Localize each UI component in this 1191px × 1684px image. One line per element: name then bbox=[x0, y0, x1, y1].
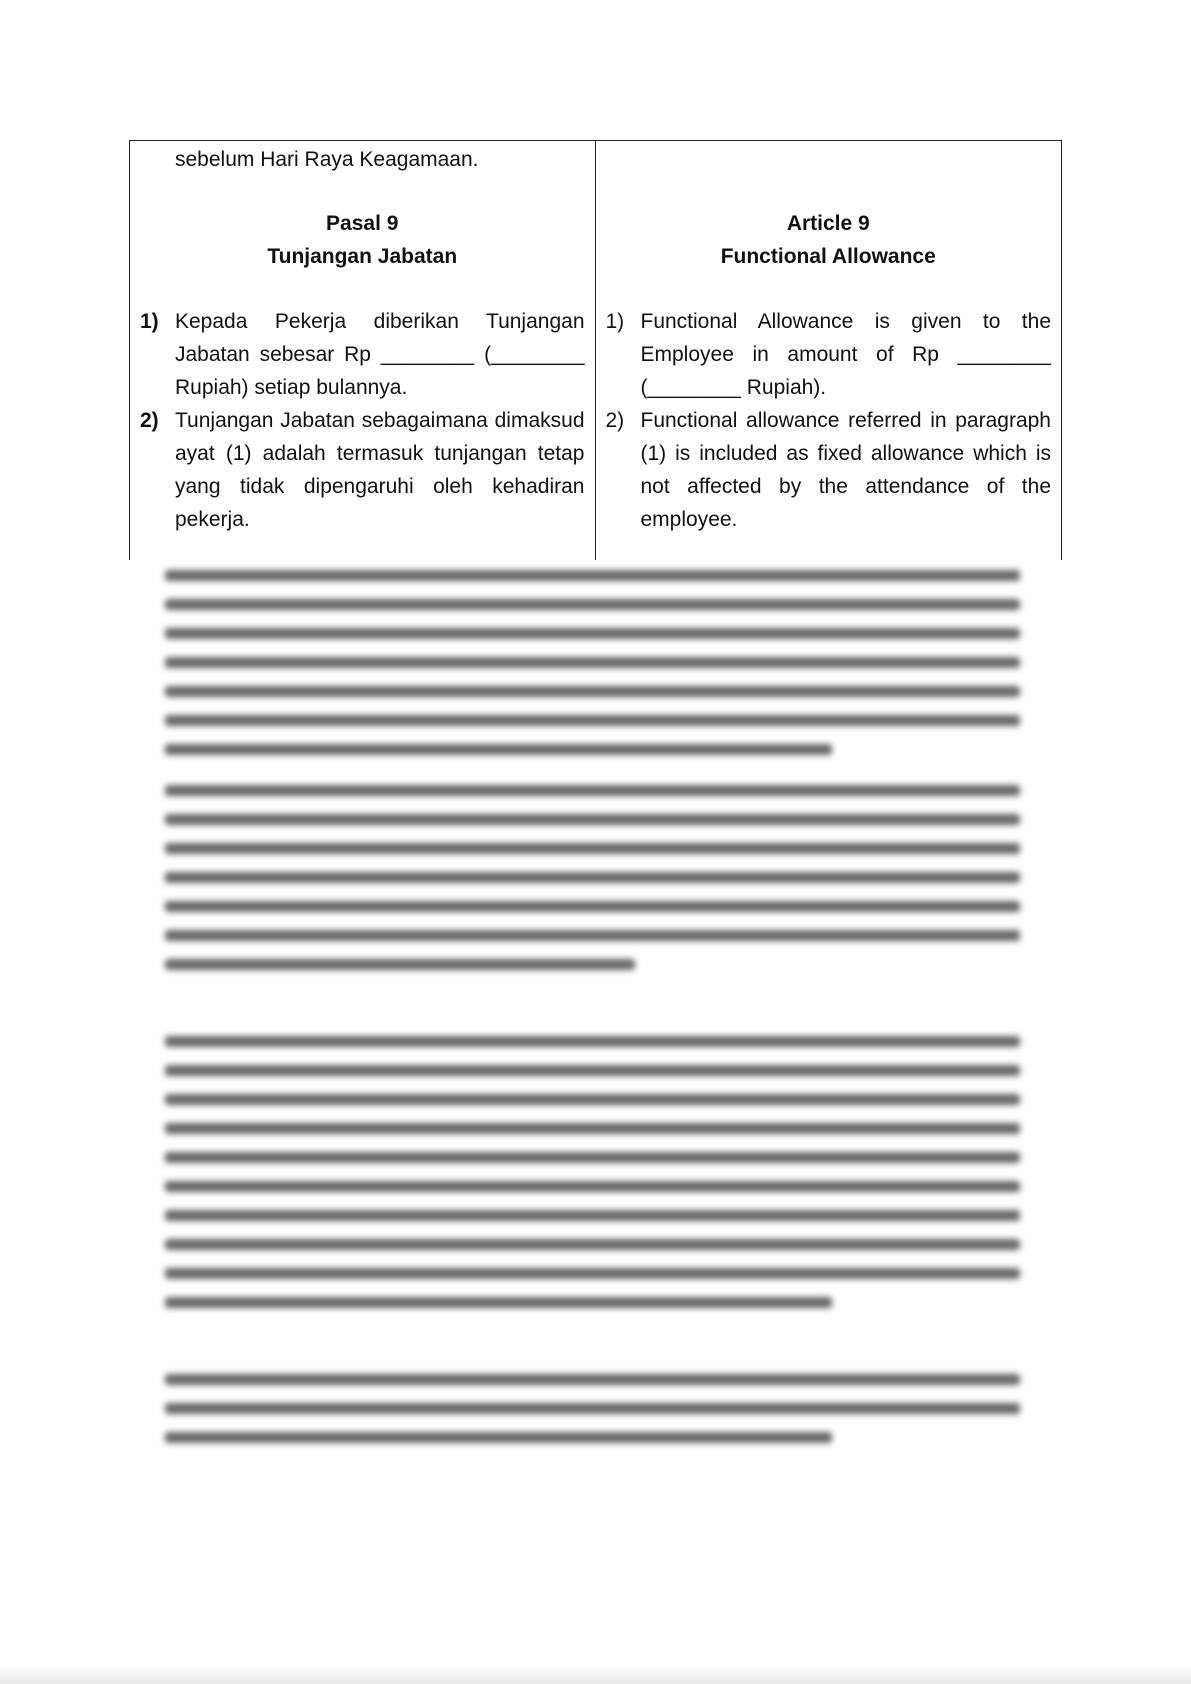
clause-number: 2) bbox=[140, 409, 159, 432]
article-heading-id bbox=[130, 207, 595, 273]
page-bottom-edge bbox=[0, 1666, 1191, 1684]
clause-number: 1) bbox=[605, 310, 625, 333]
clause-number: 2) bbox=[605, 409, 625, 432]
clause-list-en bbox=[606, 305, 1052, 536]
blurred-paragraph bbox=[165, 785, 1020, 970]
clause-text: Tunjangan Jabatan sebagaimana dimaksud ayat (1) adalah termasuk tunjangan tetap yang tidak dipengaruhi oleh kehadiran pekerja. bbox=[175, 409, 585, 531]
blurred-preview-text bbox=[165, 570, 1020, 1473]
clause-text: Functional Allowance is given to the Employee in amount of Rp ________ (________ Rupiah). bbox=[640, 310, 1051, 399]
blurred-paragraph bbox=[165, 1036, 1020, 1308]
article-subtitle: Tunjangan Jabatan bbox=[267, 245, 458, 268]
article-title: Article 9 bbox=[786, 212, 870, 235]
carryover-text: sebelum Hari Raya Keagamaan. bbox=[175, 148, 479, 171]
english-column bbox=[596, 141, 1062, 560]
bilingual-contract-table bbox=[129, 140, 1062, 560]
clause-text: Functional allowance referred in paragraph (1) is included as fixed allowance which is not affected by the attendance of the employee. bbox=[640, 409, 1051, 531]
clause-item bbox=[606, 305, 1052, 404]
blurred-paragraph bbox=[165, 570, 1020, 755]
article-subtitle: Functional Allowance bbox=[720, 245, 936, 268]
clause-item bbox=[140, 404, 585, 536]
blurred-paragraph bbox=[165, 1374, 1020, 1443]
indonesian-column bbox=[130, 141, 596, 560]
clause-text: Kepada Pekerja diberikan Tunjangan Jabatan sebesar Rp ________ (________ Rupiah) setiap bulannya. bbox=[175, 310, 585, 399]
article-title: Pasal 9 bbox=[326, 212, 399, 235]
clause-number: 1) bbox=[140, 310, 159, 333]
clause-item bbox=[140, 305, 585, 404]
clause-item bbox=[606, 404, 1052, 536]
article-heading-en bbox=[596, 207, 1062, 273]
clause-list-id bbox=[140, 305, 585, 536]
